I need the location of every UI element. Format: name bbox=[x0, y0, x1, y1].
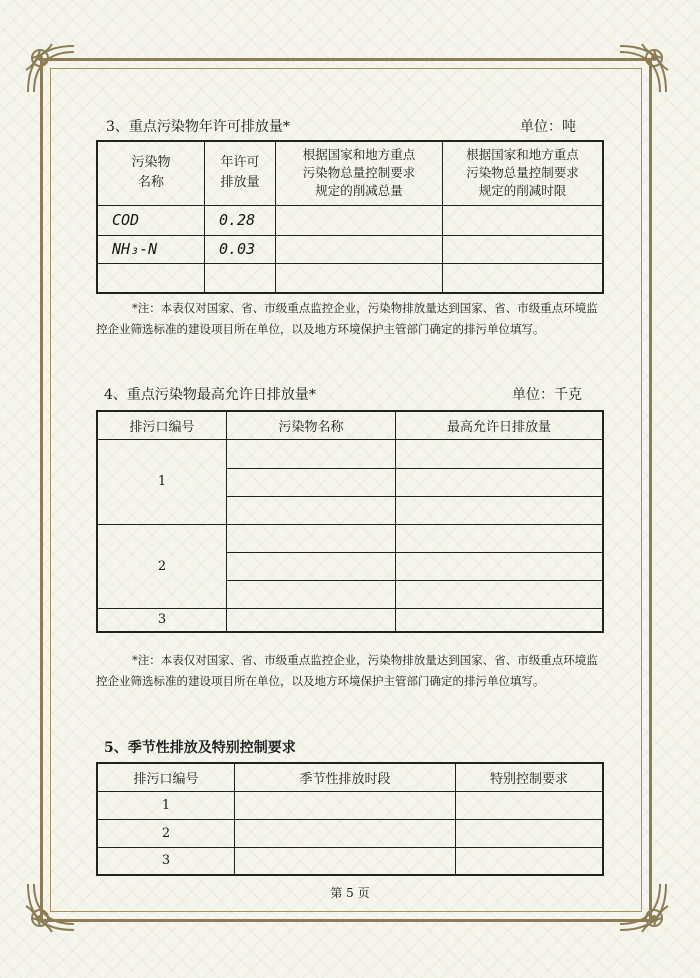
seasonal-period-cell[interactable] bbox=[235, 847, 456, 875]
outlet-number-cell: 2 bbox=[97, 819, 235, 847]
table-header-row bbox=[97, 763, 603, 791]
max-daily-amount-cell[interactable] bbox=[396, 496, 604, 524]
table-row bbox=[97, 819, 603, 847]
column-header: 年许可 排放量 bbox=[205, 141, 276, 205]
outlet-number-cell: 3 bbox=[97, 847, 235, 875]
reduction-total-cell[interactable] bbox=[276, 205, 443, 235]
section3-unit: 单位：吨 bbox=[520, 119, 576, 135]
outlet-number-cell: 1 bbox=[97, 439, 227, 524]
column-header: 污染物名称 bbox=[227, 411, 396, 439]
section4-note: *注：本表仅对国家、省、市级重点监控企业，污染物排放量达到国家、省、市级重点环境监控企业筛选标准的建设项目所在单位，以及地方环境保护主管部门确定的排污单位填写。 bbox=[96, 653, 598, 688]
reduction-deadline-cell[interactable] bbox=[443, 205, 604, 235]
special-control-cell[interactable] bbox=[456, 819, 604, 847]
corner-ornament-top-left bbox=[22, 40, 80, 98]
max-daily-amount-cell[interactable] bbox=[396, 468, 604, 496]
special-control-cell[interactable] bbox=[456, 791, 604, 819]
seasonal-period-cell[interactable] bbox=[235, 819, 456, 847]
max-daily-amount-cell[interactable] bbox=[396, 524, 604, 552]
max-daily-amount-cell[interactable] bbox=[396, 580, 604, 608]
table-row bbox=[97, 608, 603, 632]
table-row bbox=[97, 205, 603, 235]
max-daily-amount-cell[interactable] bbox=[396, 552, 604, 580]
table-row bbox=[97, 235, 603, 263]
pollutant-name-cell[interactable] bbox=[227, 439, 396, 468]
special-control-cell[interactable] bbox=[456, 847, 604, 875]
table-row bbox=[97, 791, 603, 819]
table-row bbox=[97, 439, 603, 468]
table-header-row bbox=[97, 411, 603, 439]
outlet-number-cell: 1 bbox=[97, 791, 235, 819]
column-header: 特别控制要求 bbox=[456, 763, 604, 791]
pollutant-name-cell[interactable] bbox=[227, 552, 396, 580]
table-row bbox=[97, 263, 603, 293]
outlet-number-cell: 2 bbox=[97, 524, 227, 608]
pollutant-name-cell[interactable] bbox=[97, 263, 205, 293]
annual-amount-cell[interactable] bbox=[205, 263, 276, 293]
annual-amount-cell[interactable]: 0.28 bbox=[205, 205, 276, 235]
section4-unit: 单位：千克 bbox=[512, 387, 582, 403]
page-number: 第 5 页 bbox=[330, 886, 370, 900]
pollutant-name-cell[interactable] bbox=[227, 608, 396, 632]
outlet-number-cell: 3 bbox=[97, 608, 227, 632]
section5-title: 5、季节性排放及特别控制要求 bbox=[104, 740, 296, 756]
section4-table bbox=[96, 410, 604, 633]
pollutant-name-cell[interactable]: COD bbox=[97, 205, 205, 235]
section4-title: 4、重点污染物最高允许日排放量* bbox=[104, 387, 316, 403]
table-row bbox=[97, 524, 603, 552]
column-header: 排污口编号 bbox=[97, 763, 235, 791]
section3-title: 3、重点污染物年许可排放量* bbox=[106, 119, 290, 135]
reduction-deadline-cell[interactable] bbox=[443, 263, 604, 293]
pollutant-name-cell[interactable] bbox=[227, 468, 396, 496]
table-header-row bbox=[97, 141, 603, 205]
section3-note: *注：本表仅对国家、省、市级重点监控企业，污染物排放量达到国家、省、市级重点环境监控企业筛选标准的建设项目所在单位，以及地方环境保护主管部门确定的排污单位填写。 bbox=[96, 301, 598, 336]
pollutant-name-cell[interactable]: NH₃-N bbox=[97, 235, 205, 263]
column-header: 最高允许日排放量 bbox=[396, 411, 604, 439]
table-row bbox=[97, 847, 603, 875]
corner-ornament-top-right bbox=[614, 40, 672, 98]
pollutant-name-cell[interactable] bbox=[227, 496, 396, 524]
column-header: 季节性排放时段 bbox=[235, 763, 456, 791]
column-header: 根据国家和地方重点 污染物总量控制要求 规定的削减总量 bbox=[276, 141, 443, 205]
annual-amount-cell[interactable]: 0.03 bbox=[205, 235, 276, 263]
column-header: 根据国家和地方重点 污染物总量控制要求 规定的削减时限 bbox=[443, 141, 604, 205]
max-daily-amount-cell[interactable] bbox=[396, 608, 604, 632]
reduction-total-cell[interactable] bbox=[276, 263, 443, 293]
pollutant-name-cell[interactable] bbox=[227, 580, 396, 608]
max-daily-amount-cell[interactable] bbox=[396, 439, 604, 468]
seasonal-period-cell[interactable] bbox=[235, 791, 456, 819]
column-header: 污染物 名称 bbox=[97, 141, 205, 205]
reduction-total-cell[interactable] bbox=[276, 235, 443, 263]
pollutant-name-cell[interactable] bbox=[227, 524, 396, 552]
section5-table bbox=[96, 762, 604, 876]
section3-table bbox=[96, 140, 604, 294]
column-header: 排污口编号 bbox=[97, 411, 227, 439]
reduction-deadline-cell[interactable] bbox=[443, 235, 604, 263]
